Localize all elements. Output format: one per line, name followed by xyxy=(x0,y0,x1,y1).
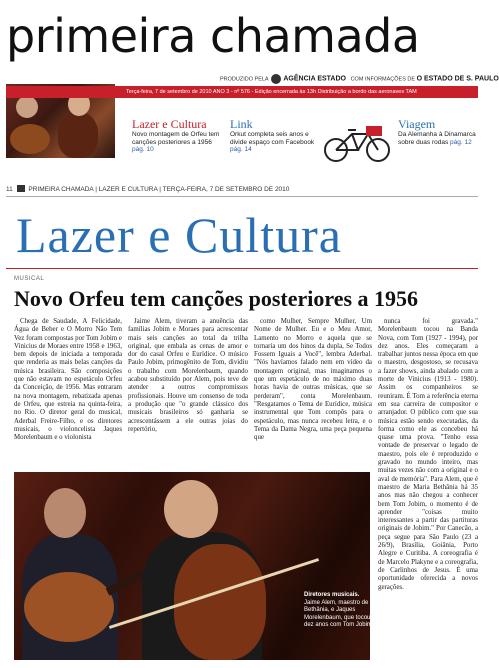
page-header-line xyxy=(6,183,478,197)
teaser-text xyxy=(230,131,318,154)
teaser-kicker: Viagem xyxy=(398,117,436,131)
teaser-kicker: Link xyxy=(230,117,253,131)
teaser-page: pág. 14 xyxy=(230,146,252,153)
article-column xyxy=(378,318,478,648)
article-paragraph: Jaime Alem, tiveram a anuência das famílias Jobim e Moraes para acrescentar mais seis canções ao total da trilha original, que embala as cenas de amor e dor do casal Orfeu e Eurídice. O músico Paulo Jobim, primogênito de Tom, dividiu o trabalho com Morelenbaum, quando acabou substituído por Alem, pois teve de atender a outros compromissos profissionais. Houve um consenso de toda a produção que "o grande clássico dos musicais brasileiros só ganharia se acrescentássem a ele outras joias do repertório, xyxy=(128,318,248,433)
article-photo-musicians[interactable] xyxy=(14,472,370,660)
teaser-page: pág. 10 xyxy=(132,146,154,153)
masthead xyxy=(6,8,499,83)
teaser-lazer-cultura[interactable] xyxy=(132,118,224,164)
page-header-text: PRIMEIRA CHAMADA | LAZER E CULTURA | TERÇA-FEIRA, 7 DE SETEMBRO DE 2010 xyxy=(28,186,290,193)
teaser-body: Da Alemanha à Dinamarca sobre duas rodas xyxy=(398,131,476,146)
article-paragraph: nunca foi gravada." Morelenbaum tocou na Banda Nova, com Tom (1927 - 1994), por dez anos. Eles começaram a trabalhar juntos nessa época em que o maestro, desgostoso, se recusava a fazer shows, ainda abalado com a morte de Vinicius (1913 - 1980). Assim os companheiros se reuniram. É Tom a referência eterna em sua carreira de compositor e arranjador. O público com que sua música estão sendo executadas, da forma como ele as concebeu há quase uma prova. "Tenho essa vontade de preservar o legado de maestro, pois ele é reproduzido e gravado no mundo inteiro, mas muitas vezes não com a original e o aval de memória". Para Alem, que é maestro de Maria Bethânia há 35 anos mas não chegou a conhecer bem Tom Jobim, o momento é de aprender "coisas muito interessantes a partir das partituras originais de Jobim." Por Canecão, a peça segue para São Paulo (23 a 26/9), Brasília, Goiânia, Porto Alegre e Curitiba. A coreografia é de Marcelo Plakyne e a coreografia, de Carlinhos de Jesus. É uma oportunidade oferecida a novos gerações. xyxy=(378,318,478,591)
date-bar: Terça-feira, 7 de setembro de 2010 ANO 3 - nº 576 - Edição encerrada às 13h Distribuição a bordo das aeronaves TAM xyxy=(6,86,478,98)
caption-title: Diretores musicais. xyxy=(304,592,360,598)
article-column xyxy=(14,318,122,442)
article-kicker: MUSICAL xyxy=(14,276,45,282)
produced-by-label: PRODUZIDO PELA xyxy=(220,76,269,83)
article-column xyxy=(128,318,248,498)
photo-caption xyxy=(304,592,372,630)
teaser-text xyxy=(132,131,224,154)
guitar-shape xyxy=(10,124,50,154)
page-number: 11 xyxy=(6,186,13,193)
caption-text: Jaime Alem, maestro de Bethânia, e Jaques Morelenbaum, que tocou dez anos com Tom Jobim xyxy=(304,599,372,628)
agency-name: AGÊNCIA ESTADO xyxy=(283,75,346,83)
cello-shape xyxy=(58,112,98,158)
musician-head xyxy=(44,488,86,538)
teaser-body: Novo montagem de Orfeu tem canções posteriores a 1956 xyxy=(132,131,220,146)
teaser-text xyxy=(398,131,478,146)
masthead-credits xyxy=(220,74,499,84)
teaser-viagem[interactable] xyxy=(398,118,478,164)
section-title: Lazer e Cultura xyxy=(16,207,342,263)
article-headline: Novo Orfeu tem canções posteriores a 1956 xyxy=(14,286,419,311)
article-column xyxy=(254,318,372,478)
guitar-shape xyxy=(24,572,114,642)
musician-head xyxy=(16,96,38,118)
teaser-body: Orkut completa seis anos e divide espaço com Facebook xyxy=(230,131,315,146)
teaser-page: pág. 12 xyxy=(450,138,472,146)
agencia-estado-logo-icon xyxy=(271,74,281,84)
teaser-link[interactable] xyxy=(230,118,318,164)
article-paragraph: como Mulher, Sempre Mulher, Um Nome de Mulher. Eu e o Meu Amor, Lamento no Morro e aquela que se tornaria um dos hinos da dupla, Se Todos Fossem Iguais a Você", lembra Aderbal. "Nós havíamos falado nem em vídeo da montagem original, mas imaginamos o que um espetáculo de no máximo duas horas havia de outras músicas, que se perderam", conta Morelenbaum. "Resgatamos o Tema de Eurídice, música instrumental que Tom compôs para o espetáculo, mas nunca recebeu letra, e o Tema da Dama Negra, uma peça pequena que xyxy=(254,318,372,442)
musician-head xyxy=(164,480,218,538)
bicycle-icon xyxy=(322,120,394,164)
teaser-kicker: Lazer e Cultura xyxy=(132,117,207,131)
with-info-label: COM INFORMAÇÕES DE xyxy=(350,76,416,83)
section-divider xyxy=(6,268,478,269)
article-paragraph: Chega de Saudade, A Felicidade, Água de Beber e O Morro Não Tem Vez foram compostas por Tom Jobim e Vinicius de Moraes entre 1958 e 1963, bem depois de iniciada a temporada que renderia as mais belas canções da música brasileira. São composições que não estavam no espetáculo Orfeu da Conceição, de 1956. Mas entraram na nova montagem, rebatizada apenas de Orfeu, que estreia na quinta-feira, no Rio. O diretor geral do musical, Aderbal Freire-Filho, e os diretores musicais, o violoncelista Jaques Morelenbaum e o violonista xyxy=(14,318,122,442)
newspaper-name: O ESTADO DE S. PAULO xyxy=(416,75,499,83)
masthead-title: primeira chamada xyxy=(6,9,420,63)
estadao-logo-icon xyxy=(17,185,25,192)
